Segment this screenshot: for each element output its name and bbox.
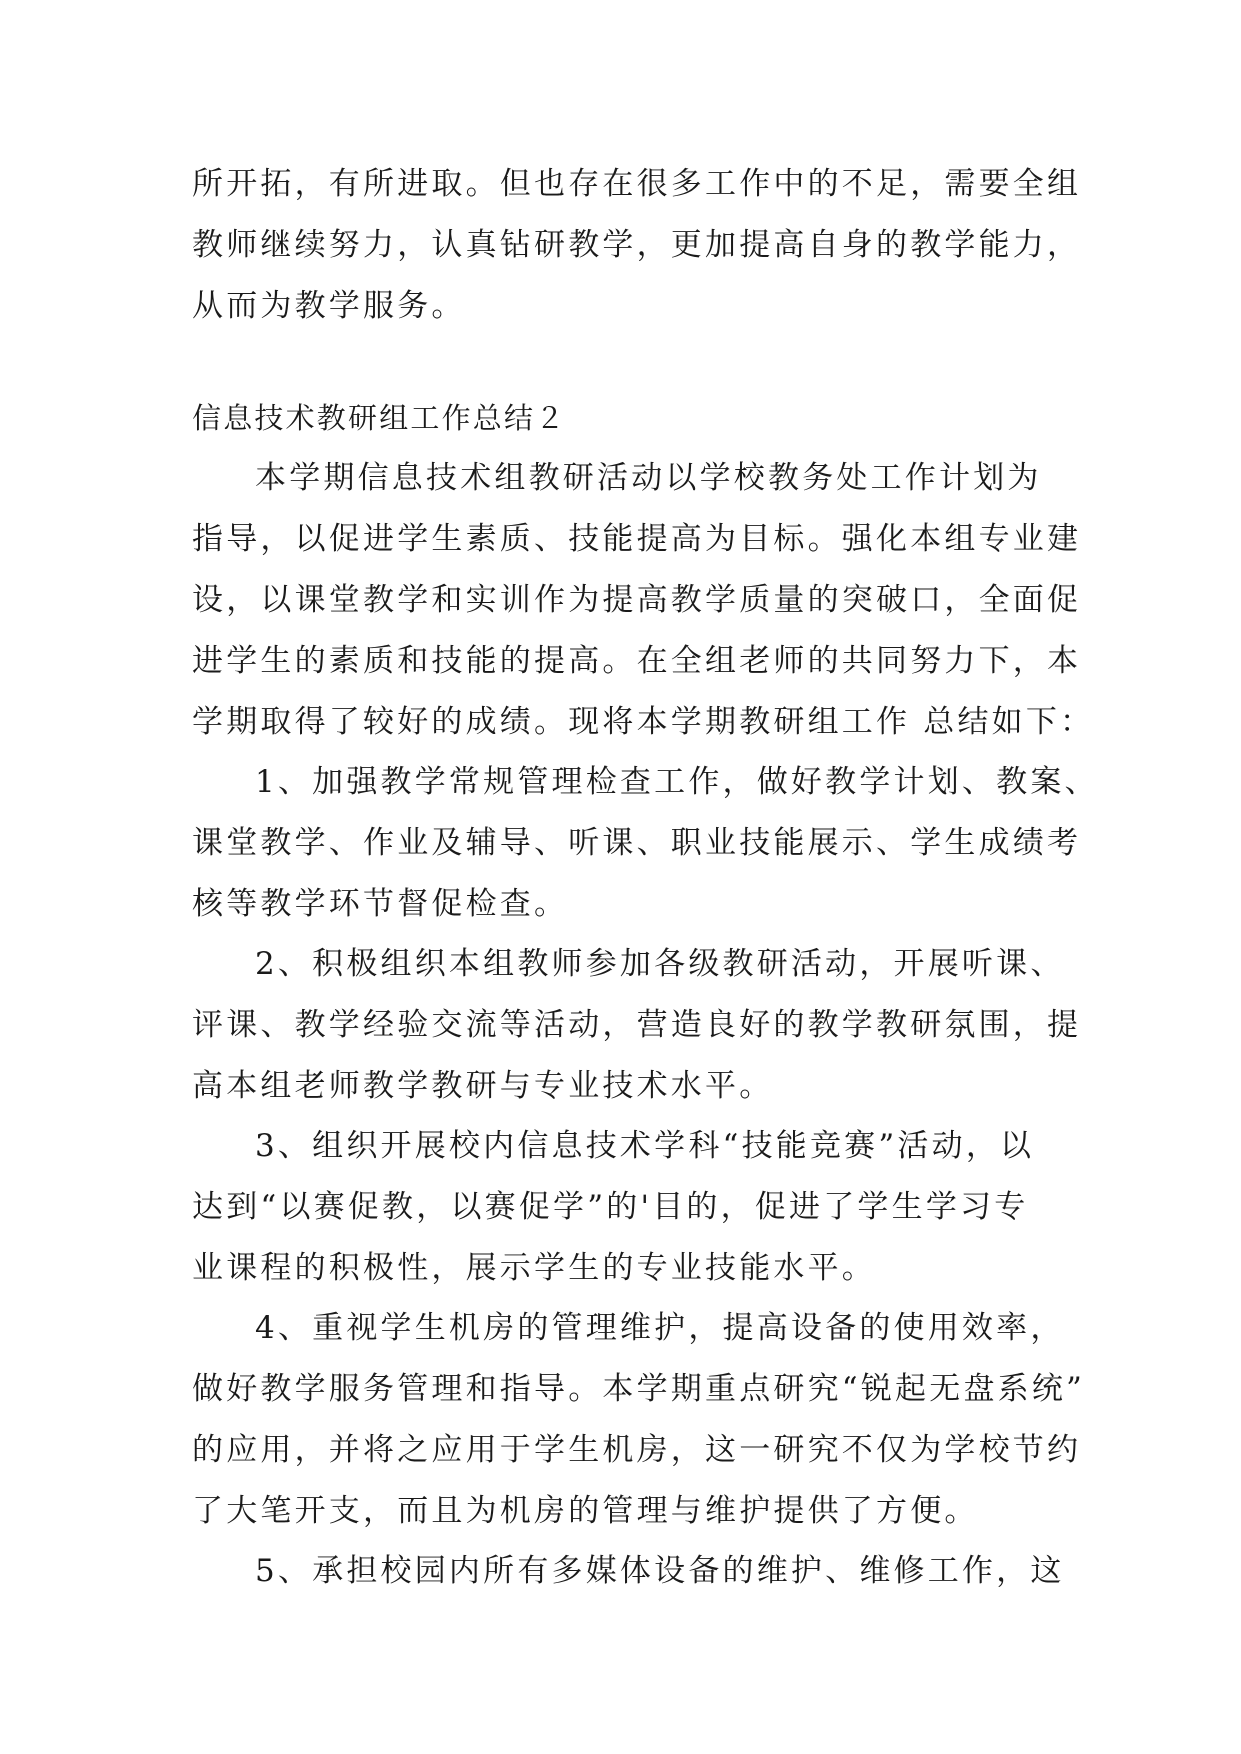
paragraph-1-line-5: 学期取得了较好的成绩。现将本学期教研组工作 总结如下： bbox=[192, 704, 1095, 740]
item-5-line-1: 5、承担校园内所有多媒体设备的维护、维修工作，这 bbox=[255, 1553, 1065, 1589]
paragraph-1-line-3: 设，以课堂教学和实训作为提高教学质量的突破口，全面促 bbox=[192, 582, 1082, 618]
item-1-line-1: 1、加强教学常规管理检查工作，做好教学计划、教案、 bbox=[255, 764, 1099, 800]
intro-line-2: 教师继续努力，认真钻研教学，更加提高自身的教学能力， bbox=[192, 227, 1082, 263]
item-1-line-3: 核等教学环节督促检查。 bbox=[192, 886, 569, 922]
item-3-line-3: 业课程的积极性，展示学生的专业技能水平。 bbox=[192, 1250, 876, 1286]
item-2-line-3: 高本组老师教学教研与专业技术水平。 bbox=[192, 1068, 774, 1104]
intro-line-1: 所开拓，有所进取。但也存在很多工作中的不足，需要全组 bbox=[192, 166, 1082, 202]
paragraph-1-line-4: 进学生的素质和技能的提高。在全组老师的共同努力下，本 bbox=[192, 643, 1082, 679]
item-4-line-1: 4、重视学生机房的管理维护，提高设备的使用效率， bbox=[255, 1310, 1065, 1346]
item-2-line-2: 评课、教学经验交流等活动，营造良好的教学教研氛围，提 bbox=[192, 1007, 1082, 1043]
item-1-line-2: 课堂教学、作业及辅导、听课、职业技能展示、学生成绩考 bbox=[192, 825, 1082, 861]
paragraph-1-line-2: 指导，以促进学生素质、技能提高为目标。强化本组专业建 bbox=[192, 521, 1082, 557]
section-title: 信息技术教研组工作总结２ bbox=[192, 401, 567, 435]
item-4-line-3: 的应用，并将之应用于学生机房，这一研究不仅为学校节约 bbox=[192, 1432, 1082, 1468]
intro-line-3: 从而为教学服务。 bbox=[192, 288, 466, 324]
item-2-line-1: 2、积极组织本组教师参加各级教研活动，开展听课、 bbox=[255, 946, 1065, 982]
item-3-line-1: 3、组织开展校内信息技术学科“技能竞赛”活动，以 bbox=[255, 1128, 1035, 1164]
item-4-line-2: 做好教学服务管理和指导。本学期重点研究“锐起无盘系统” bbox=[192, 1371, 1086, 1407]
item-3-line-2: 达到“以赛促教，以赛促学”的'目的，促进了学生学习专 bbox=[192, 1189, 1029, 1225]
item-4-line-4: 了大笔开支，而且为机房的管理与维护提供了方便。 bbox=[192, 1493, 979, 1529]
paragraph-1-line-1: 本学期信息技术组教研活动以学校教务处工作计划为 bbox=[255, 460, 1042, 496]
